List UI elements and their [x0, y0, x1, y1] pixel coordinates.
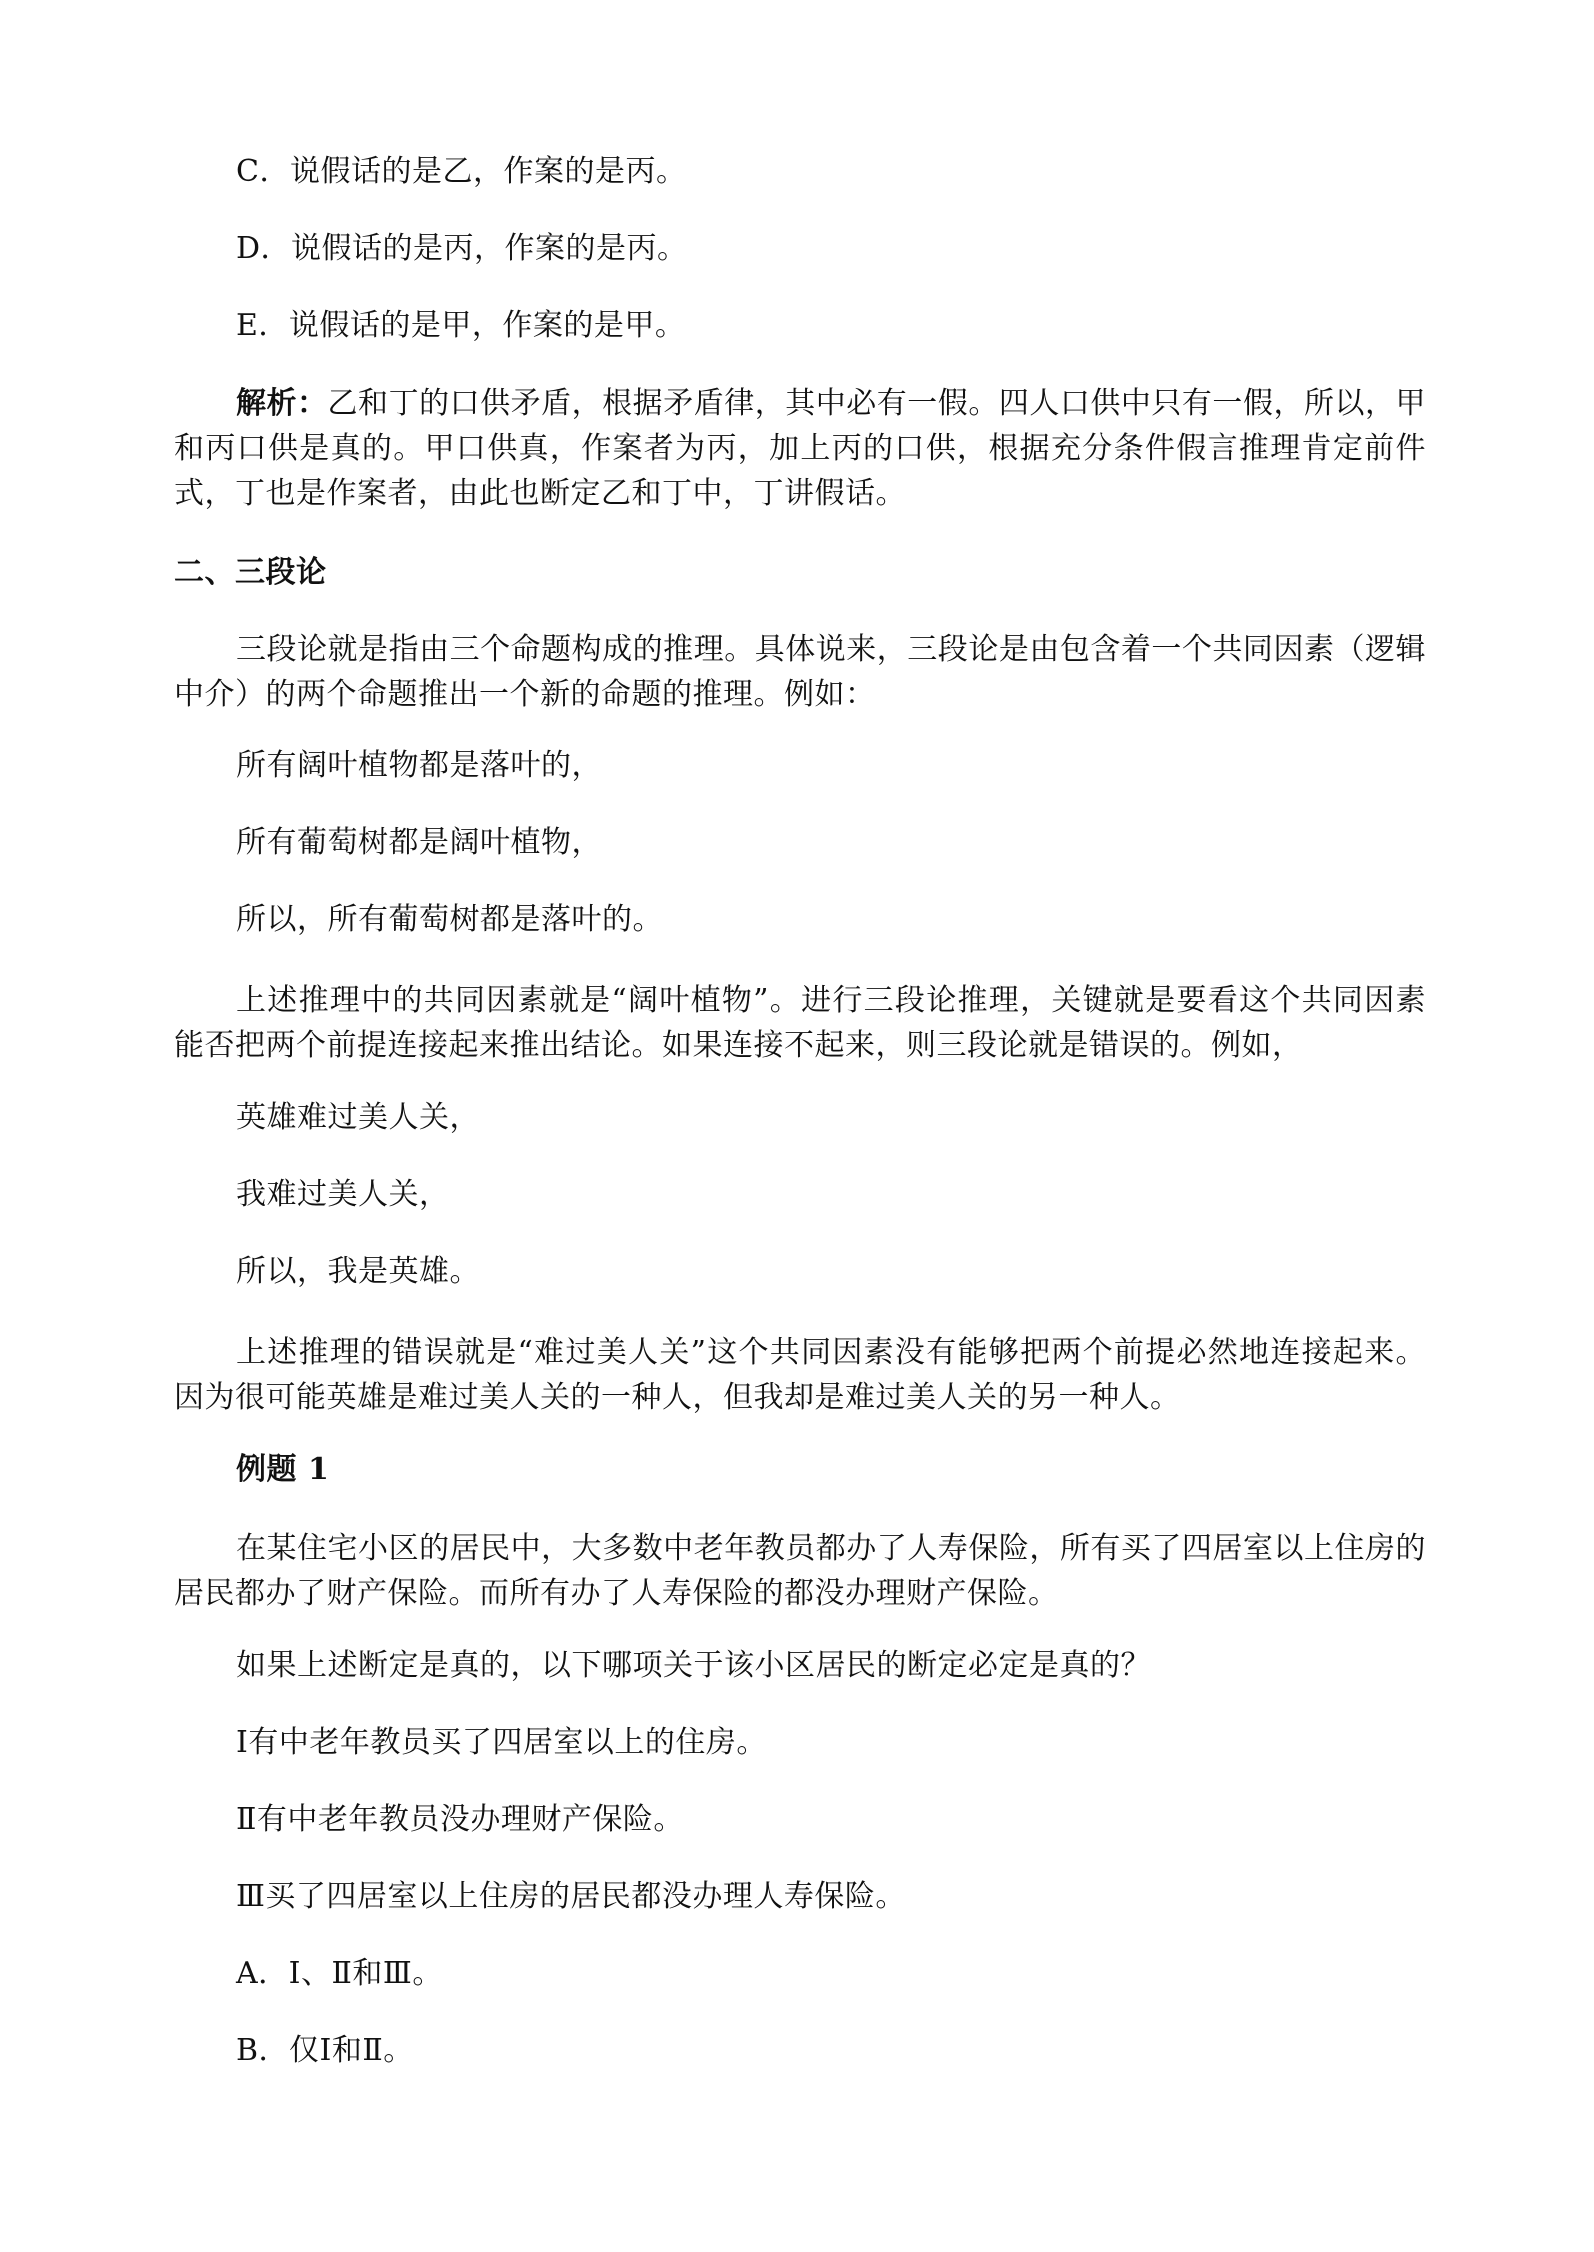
question-text: 如果上述断定是真的，以下哪项关于该小区居民的断定必定是真的？ [236, 1648, 1151, 1683]
analysis-text: 乙和丁的口供矛盾，根据矛盾律，其中必有一假。四人口供中只有一假，所以，甲和丙口供是真的。甲口供真，作案者为丙，加上丙的口供，根据充分条件假言推理肯定前件式，丁也是作案者，由此也断定乙和丁中，丁讲假话。 [174, 386, 1427, 511]
explanation2-paragraph: 上述推理的错误就是“难过美人关”这个共同因素没有能够把两个前提必然地连接起来。因为很可能英雄是难过美人关的一种人，但我却是难过美人关的另一种人。 [174, 1335, 1426, 1415]
option-b: B．仅Ⅰ和Ⅱ。 [236, 2033, 414, 2068]
example-heading: 例题 1 [236, 1452, 330, 1487]
example2-premise2: 我难过美人关， [236, 1177, 450, 1212]
example2-conclusion: 所以，我是英雄。 [236, 1254, 480, 1289]
option-e-previous: E．说假话的是甲，作案的是甲。 [236, 308, 686, 343]
intro-paragraph: 三段论就是指由三个命题构成的推理。具体说来，三段论是由包含着一个共同因素（逻辑中介）的两个命题推出一个新的命题的推理。例如： [174, 632, 1426, 712]
example1-conclusion: 所以，所有葡萄树都是落叶的。 [236, 902, 663, 937]
explanation1-paragraph: 上述推理中的共同因素就是“阔叶植物”。进行三段论推理，关键就是要看这个共同因素能否把两个前提连接起来推出结论。如果连接不起来，则三段论就是错误的。例如， [174, 983, 1426, 1063]
statement-1: Ⅰ有中老年教员买了四居室以上的住房。 [236, 1725, 767, 1760]
option-c-previous: C．说假话的是乙，作案的是丙。 [236, 154, 687, 189]
example1-premise1: 所有阔叶植物都是落叶的， [236, 748, 602, 783]
option-d-previous: D．说假话的是丙，作案的是丙。 [236, 231, 688, 266]
option-a: A．Ⅰ、Ⅱ和Ⅲ。 [236, 1956, 443, 1991]
statement-3: Ⅲ买了四居室以上住房的居民都没办理人寿保险。 [236, 1879, 906, 1914]
analysis-paragraph [174, 381, 1426, 516]
example2-premise1: 英雄难过美人关， [236, 1100, 480, 1135]
problem-paragraph: 在某住宅小区的居民中，大多数中老年教员都办了人寿保险，所有买了四居室以上住房的居民都办了财产保险。而所有办了人寿保险的都没办理财产保险。 [174, 1531, 1426, 1611]
statement-2: Ⅱ有中老年教员没办理财产保险。 [236, 1802, 684, 1837]
example1-premise2: 所有葡萄树都是阔叶植物， [236, 825, 602, 860]
analysis-label: 解析： [236, 386, 328, 421]
section-heading: 二、三段论 [174, 555, 327, 590]
